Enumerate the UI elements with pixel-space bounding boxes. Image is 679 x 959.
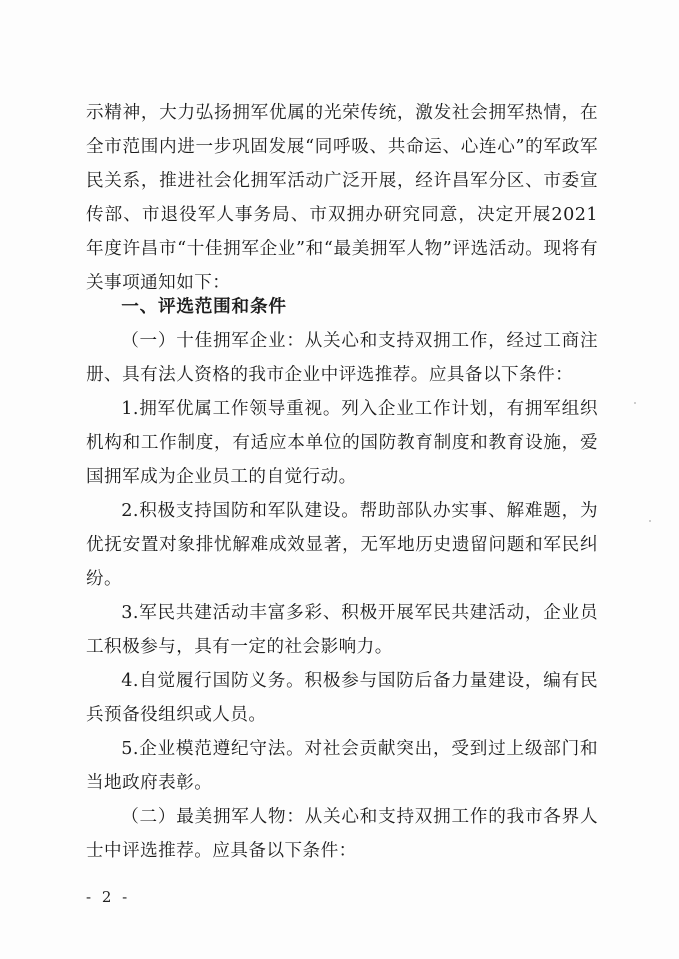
condition-paragraph-3: 3.军民共建活动丰富多彩、积极开展军民共建活动，企业员工积极参与，具有一定的社会影响力。 [86,603,598,657]
body-paragraph-intro: 示精神，大力弘扬拥军优属的光荣传统，激发社会拥军热情，在全市范围内进一步巩固发展“同呼吸、共命运、心连心”的军政军民关系，推进社会化拥军活动广泛开展，经许昌军分区、市委宣传部、市退役军人事务局、市双拥办研究同意，决定开展2021年度许昌市“十佳拥军企业”和“最美拥军人物”评选活动。现将有关事项通知如下： [86,103,598,293]
page-number: - 2 - [86,888,131,906]
condition-paragraph-5: 5.企业模范遵纪守法。对社会贡献突出，受到过上级部门和当地政府表彰。 [86,739,598,793]
condition-paragraph-1: 1.拥军优属工作领导重视。列入企业工作计划，有拥军组织机构和工作制度，有适应本单位的国防教育制度和教育设施，爱国拥军成为企业员工的自觉行动。 [86,399,598,487]
section-heading-scope-and-conditions: 一、评选范围和条件 [121,297,287,317]
condition-paragraph-4: 4.自觉履行国防义务。积极参与国防后备力量建设，编有民兵预备役组织或人员。 [86,671,598,725]
condition-paragraph-2: 2.积极支持国防和军队建设。帮助部队办实事、解难题，为优抚安置对象排忧解难成效显著，无军地历史遗留问题和军民纠纷。 [86,501,598,589]
scan-speck [649,520,651,522]
subsection-paragraph-enterprises: （一）十佳拥军企业：从关心和支持双拥工作，经过工商注册、具有法人资格的我市企业中评选推荐。应具备以下条件： [86,331,598,385]
scan-speck [634,402,636,404]
subsection-paragraph-individuals: （二）最美拥军人物：从关心和支持双拥工作的我市各界人士中评选推荐。应具备以下条件： [86,807,598,861]
